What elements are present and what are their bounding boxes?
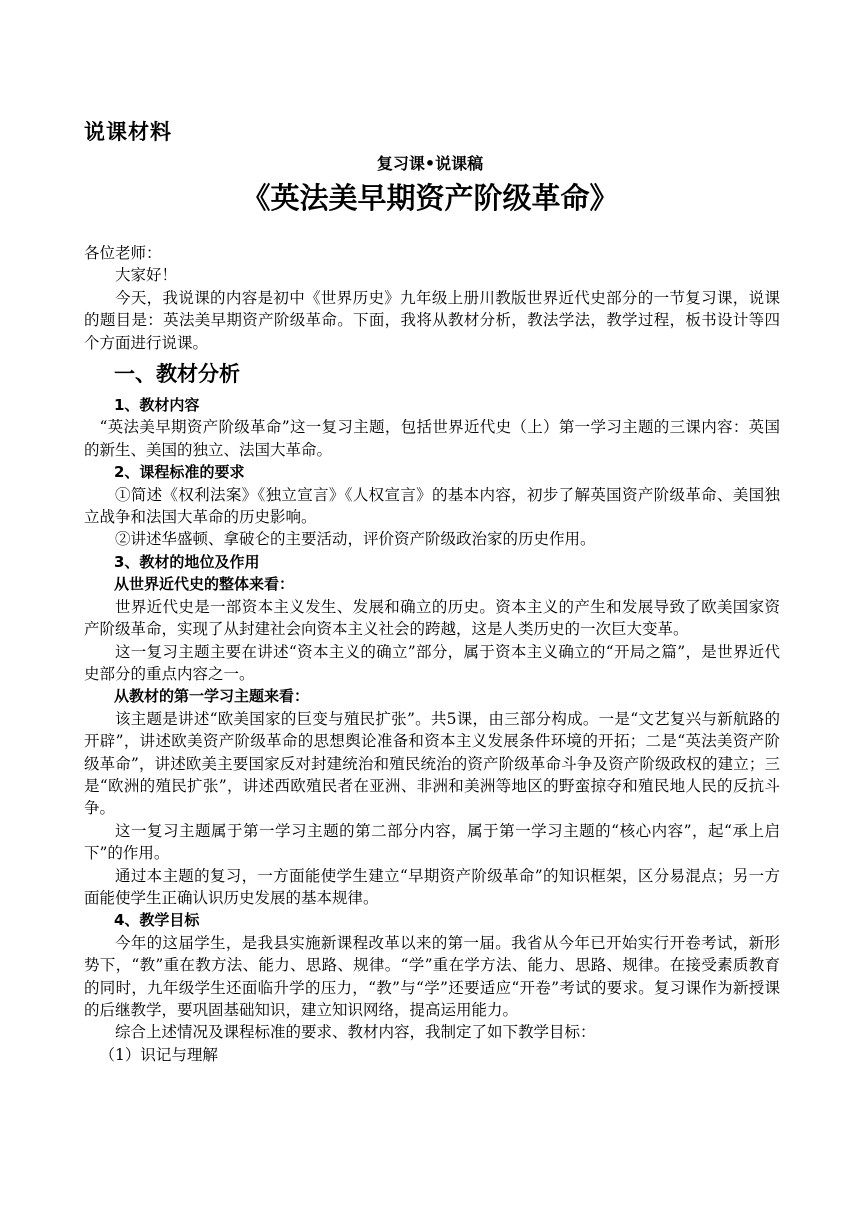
list-item-1-2-2: ②讲述华盛顿、拿破仑的主要活动，评价资产阶级政治家的历史作用。 — [115, 530, 596, 549]
hello-line: 大家好！ — [115, 266, 178, 285]
section-heading-1: 一、教材分析 — [114, 362, 240, 387]
greeting: 各位老师： — [84, 244, 162, 262]
document-label: 说课材料 — [84, 120, 172, 144]
document-title: 《英法美早期资产阶级革命》 — [241, 181, 619, 215]
document-subtitle: 复习课•说课稿 — [376, 154, 484, 173]
paragraph-1-3-5: 通过本主题的复习，一方面能使学生建立“早期资产阶级革命”的知识框架，区分易混点；另一方面能使学生正确认识历史发展的基本规律。 — [84, 866, 780, 907]
paragraph-1-4-2: 综合上述情况及课程标准的要求、教材内容，我制定了如下教学目标： — [115, 1023, 596, 1042]
paragraph-1-1: “英法美早期资产阶级革命”这一复习主题，包括世界近代史（上）第一学习主题的三课内容：英国的新生、美国的独立、法国大革命。 — [84, 418, 780, 459]
subheading-1-1: 1、教材内容 — [114, 396, 200, 415]
paragraph-1-4-1: 今年的这届学生，是我县实施新课程改革以来的第一届。我省从今年已开始实行开卷考试，新形势下，“教”重在教方法、能力、思路、规律。“学”重在学方法、能力、思路、规律。在接受素质教育的同时，九年级学生还面临升学的压力，“教”与“学”还要适应“开卷”考试的要求。复习课作为新授课的后继教学，要巩固基础知识，建立知识网络，提高运用能力。 — [84, 933, 780, 1019]
paragraph-1-3-1: 世界近代史是一部资本主义发生、发展和确立的历史。资本主义的产生和发展导致了欧美国家资产阶级革命，实现了从封建社会向资本主义社会的跨越，这是人类历史的一次巨大变革。 — [84, 597, 780, 639]
subheading-1-4: 4、教学目标 — [114, 911, 200, 930]
subsubheading-1-3-a: 从世界近代史的整体来看： — [114, 575, 295, 594]
subheading-1-3: 3、教材的地位及作用 — [114, 552, 260, 571]
document-body — [84, 242, 780, 1066]
list-item-1-4-1: （1）识记与理解 — [99, 1045, 218, 1064]
subheading-1-2: 2、课程标准的要求 — [114, 463, 245, 482]
paragraph-1-3-4: 这一复习主题属于第一学习主题的第二部分内容，属于第一学习主题的“核心内容”，起“承上启下”的作用。 — [84, 821, 780, 863]
subsubheading-1-3-b: 从教材的第一学习主题来看： — [114, 687, 310, 706]
intro-paragraph: 今天，我说课的内容是初中《世界历史》九年级上册川教版世界近代史部分的一节复习课，说课的题目是：英法美早期资产阶级革命。下面，我将从教材分析，教法学法，教学过程，板书设计等四个方面进行说课。 — [84, 288, 780, 352]
paragraph-1-3-2: 这一复习主题主要在讲述“资本主义的确立”部分，属于资本主义确立的“开局之篇”，是世界近代史部分的重点内容之一。 — [84, 642, 780, 683]
list-item-1-2-1: ①简述《权利法案》《独立宣言》《人权宣言》的基本内容，初步了解英国资产阶级革命、美国独立战争和法国大革命的历史影响。 — [84, 485, 780, 527]
paragraph-1-3-3: 该主题是讲述“欧美国家的巨变与殖民扩张”。共5课，由三部分构成。一是“文艺复兴与新航路的开辟”，讲述欧美资产阶级革命的思想舆论准备和资本主义发展条件环境的开拓；二是“英法美资产阶级革命”，讲述欧美主要国家反对封建统治和殖民统治的资产阶级革命斗争及资产阶级政权的建立；三是“欧洲的殖民扩张”，讲述西欧殖民者在亚洲、非洲和美洲等地区的野蛮掠夺和殖民地人民的反抗斗争。 — [84, 709, 780, 818]
